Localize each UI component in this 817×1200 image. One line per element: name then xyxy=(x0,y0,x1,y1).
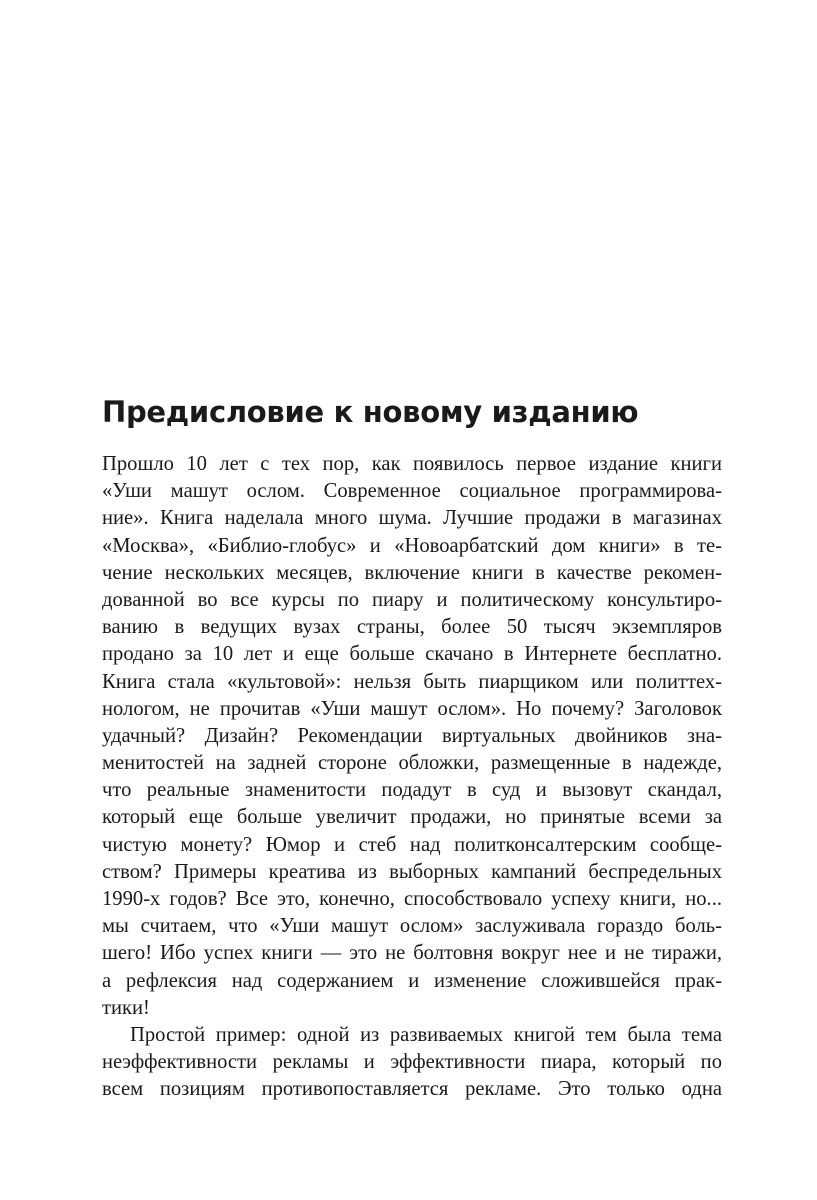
text-line: а рефлексия над содержанием и изменение сложившейся прак- xyxy=(102,969,722,992)
text-line: тики! xyxy=(102,996,150,1019)
text-line: всем позициям противопоставляется рекламе. Это только одна xyxy=(102,1078,722,1101)
text-line: Прошло 10 лет с тех пор, как появилось первое издание книги xyxy=(102,453,722,475)
text-line: дованной во все курсы по пиару и политическому консультиро- xyxy=(102,588,722,611)
text-line: шего! Ибо успех книги — это не болтовня вокруг нее и не тиражи, xyxy=(102,942,722,965)
text-line: который еще больше увеличит продажи, но принятые всеми за xyxy=(102,806,722,829)
text-line: «Москва», «Библио-глобус» и «Новоарбатский дом книги» в те- xyxy=(102,534,722,557)
paragraph-1 xyxy=(102,451,722,1022)
text-line: ние». Книга наделала много шума. Лучшие продажи в магазинах xyxy=(102,507,722,530)
text-line: Простой пример: одной из развиваемых книгой тем была тема xyxy=(130,1023,722,1046)
text-line: Книга стала «культовой»: нельзя быть пиарщиком или политтех- xyxy=(102,670,722,693)
text-line: ванию в ведущих вузах страны, более 50 тысяч экземпляров xyxy=(102,616,722,639)
text-line: удачный? Дизайн? Рекомендации виртуальных двойников зна- xyxy=(102,724,722,747)
text-line: «Уши машут ослом. Современное социальное программирова- xyxy=(102,480,722,503)
text-line: 1990-х годов? Все это, конечно, способствовало успеху книги, но... xyxy=(102,888,722,910)
body-text xyxy=(102,451,722,1104)
text-line: ством? Примеры креатива из выборных кампаний беспредельных xyxy=(102,860,722,883)
text-line: что реальные знаменитости подадут в суд и вызовут скандал, xyxy=(102,779,722,802)
text-line: мы считаем, что «Уши машут ослом» заслуживала гораздо боль- xyxy=(102,915,722,938)
text-line: нологом, не прочитав «Уши машут ослом». Но почему? Заголовок xyxy=(102,697,722,720)
text-line: чение нескольких месяцев, включение книги в качестве рекомен- xyxy=(102,561,722,584)
text-line: чистую монету? Юмор и стеб над политконсалтерским сообще- xyxy=(102,833,722,856)
text-line: неэффективности рекламы и эффективности пиара, который по xyxy=(102,1051,722,1074)
text-line: продано за 10 лет и еще больше скачано в Интернете бесплатно. xyxy=(102,643,722,666)
chapter-heading: Предисловие к новому изданию xyxy=(102,395,639,429)
paragraph-2 xyxy=(102,1022,722,1104)
text-line: менитостей на задней стороне обложки, размещенные в надежде, xyxy=(102,752,722,775)
